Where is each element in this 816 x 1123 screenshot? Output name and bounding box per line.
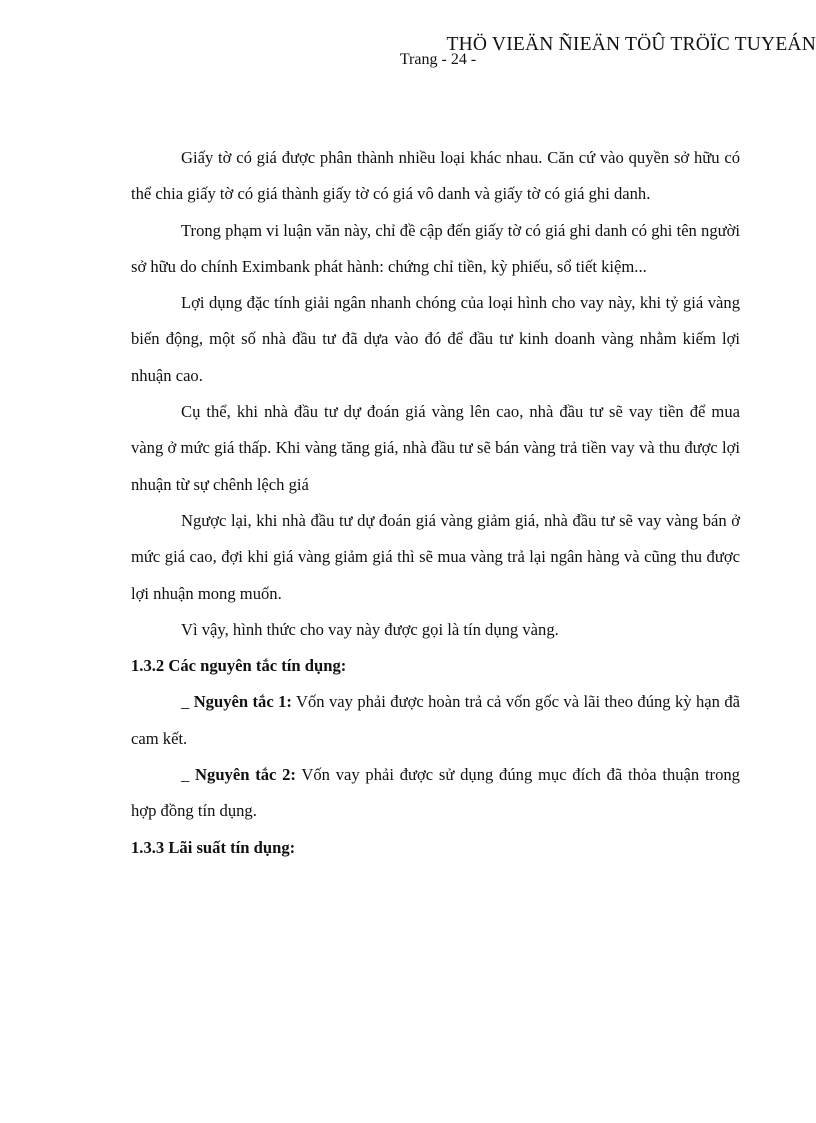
paragraph-scope: Trong phạm vi luận văn này, chỉ đề cập đến giấy tờ có giá ghi danh có ghi tên người sở hữu do chính Eximbank phát hành: chứng chỉ tiền, kỳ phiếu, sổ tiết kiệm... — [131, 220, 740, 276]
principle-1 — [131, 684, 740, 757]
paragraph-gold-investment: Lợi dụng đặc tính giải ngân nhanh chóng của loại hình cho vay này, khi tỷ giá vàng biến động, một số nhà đầu tư đã dựa vào đó để đầu tư kinh doanh vàng nhằm kiếm lợi nhuận cao. — [131, 293, 740, 385]
section-heading-interest-rate: 1.3.3 Lãi suất tín dụng: — [131, 837, 296, 857]
principle-2-bullet: _ — [181, 765, 196, 785]
document-body — [131, 140, 740, 866]
page-number: Trang - 24 - — [399, 51, 477, 68]
principle-1-text: Vốn vay phải được hoàn trả cả vốn gốc và lãi theo đúng kỳ hạn đã cam kết. — [131, 692, 740, 748]
principle-2 — [131, 757, 740, 830]
principle-1-bullet: _ — [181, 692, 194, 712]
principle-2-text: Vốn vay phải được sử dụng đúng mục đích đã thỏa thuận trong hợp đồng tín dụng. — [131, 765, 740, 821]
library-header-brand: THÖ VIEÄN ÑIEÄN TÖÛ TRÖÏC TUYEÁN — [446, 34, 816, 55]
paragraph-gold-rise: Cụ thể, khi nhà đầu tư dự đoán giá vàng lên cao, nhà đầu tư sẽ vay tiền để mua vàng ở mức giá thấp. Khi vàng tăng giá, nhà đầu tư sẽ bán vàng trả tiền vay và thu được lợi nhuận từ sự chênh lệch giá — [131, 402, 740, 494]
paragraph-valuable-papers: Giấy tờ có giá được phân thành nhiều loại khác nhau. Căn cứ vào quyền sở hữu có thể chia giấy tờ có giá thành giấy tờ có giá vô danh và giấy tờ có giá ghi danh. — [131, 148, 740, 204]
paragraph-gold-credit: Vì vậy, hình thức cho vay này được gọi là tín dụng vàng. — [181, 619, 559, 639]
section-heading-credit-principles: 1.3.2 Các nguyên tắc tín dụng: — [131, 656, 347, 676]
paragraph-gold-fall: Ngược lại, khi nhà đầu tư dự đoán giá vàng giảm giá, nhà đầu tư sẽ vay vàng bán ở mức giá cao, đợi khi giá vàng giảm giá thì sẽ mua vàng trả lại ngân hàng và cũng thu được lợi nhuận mong muốn. — [131, 510, 740, 603]
principle-1-label: Nguyên tắc 1: — [193, 692, 292, 712]
principle-2-label: Nguyên tắc 2: — [195, 765, 296, 785]
